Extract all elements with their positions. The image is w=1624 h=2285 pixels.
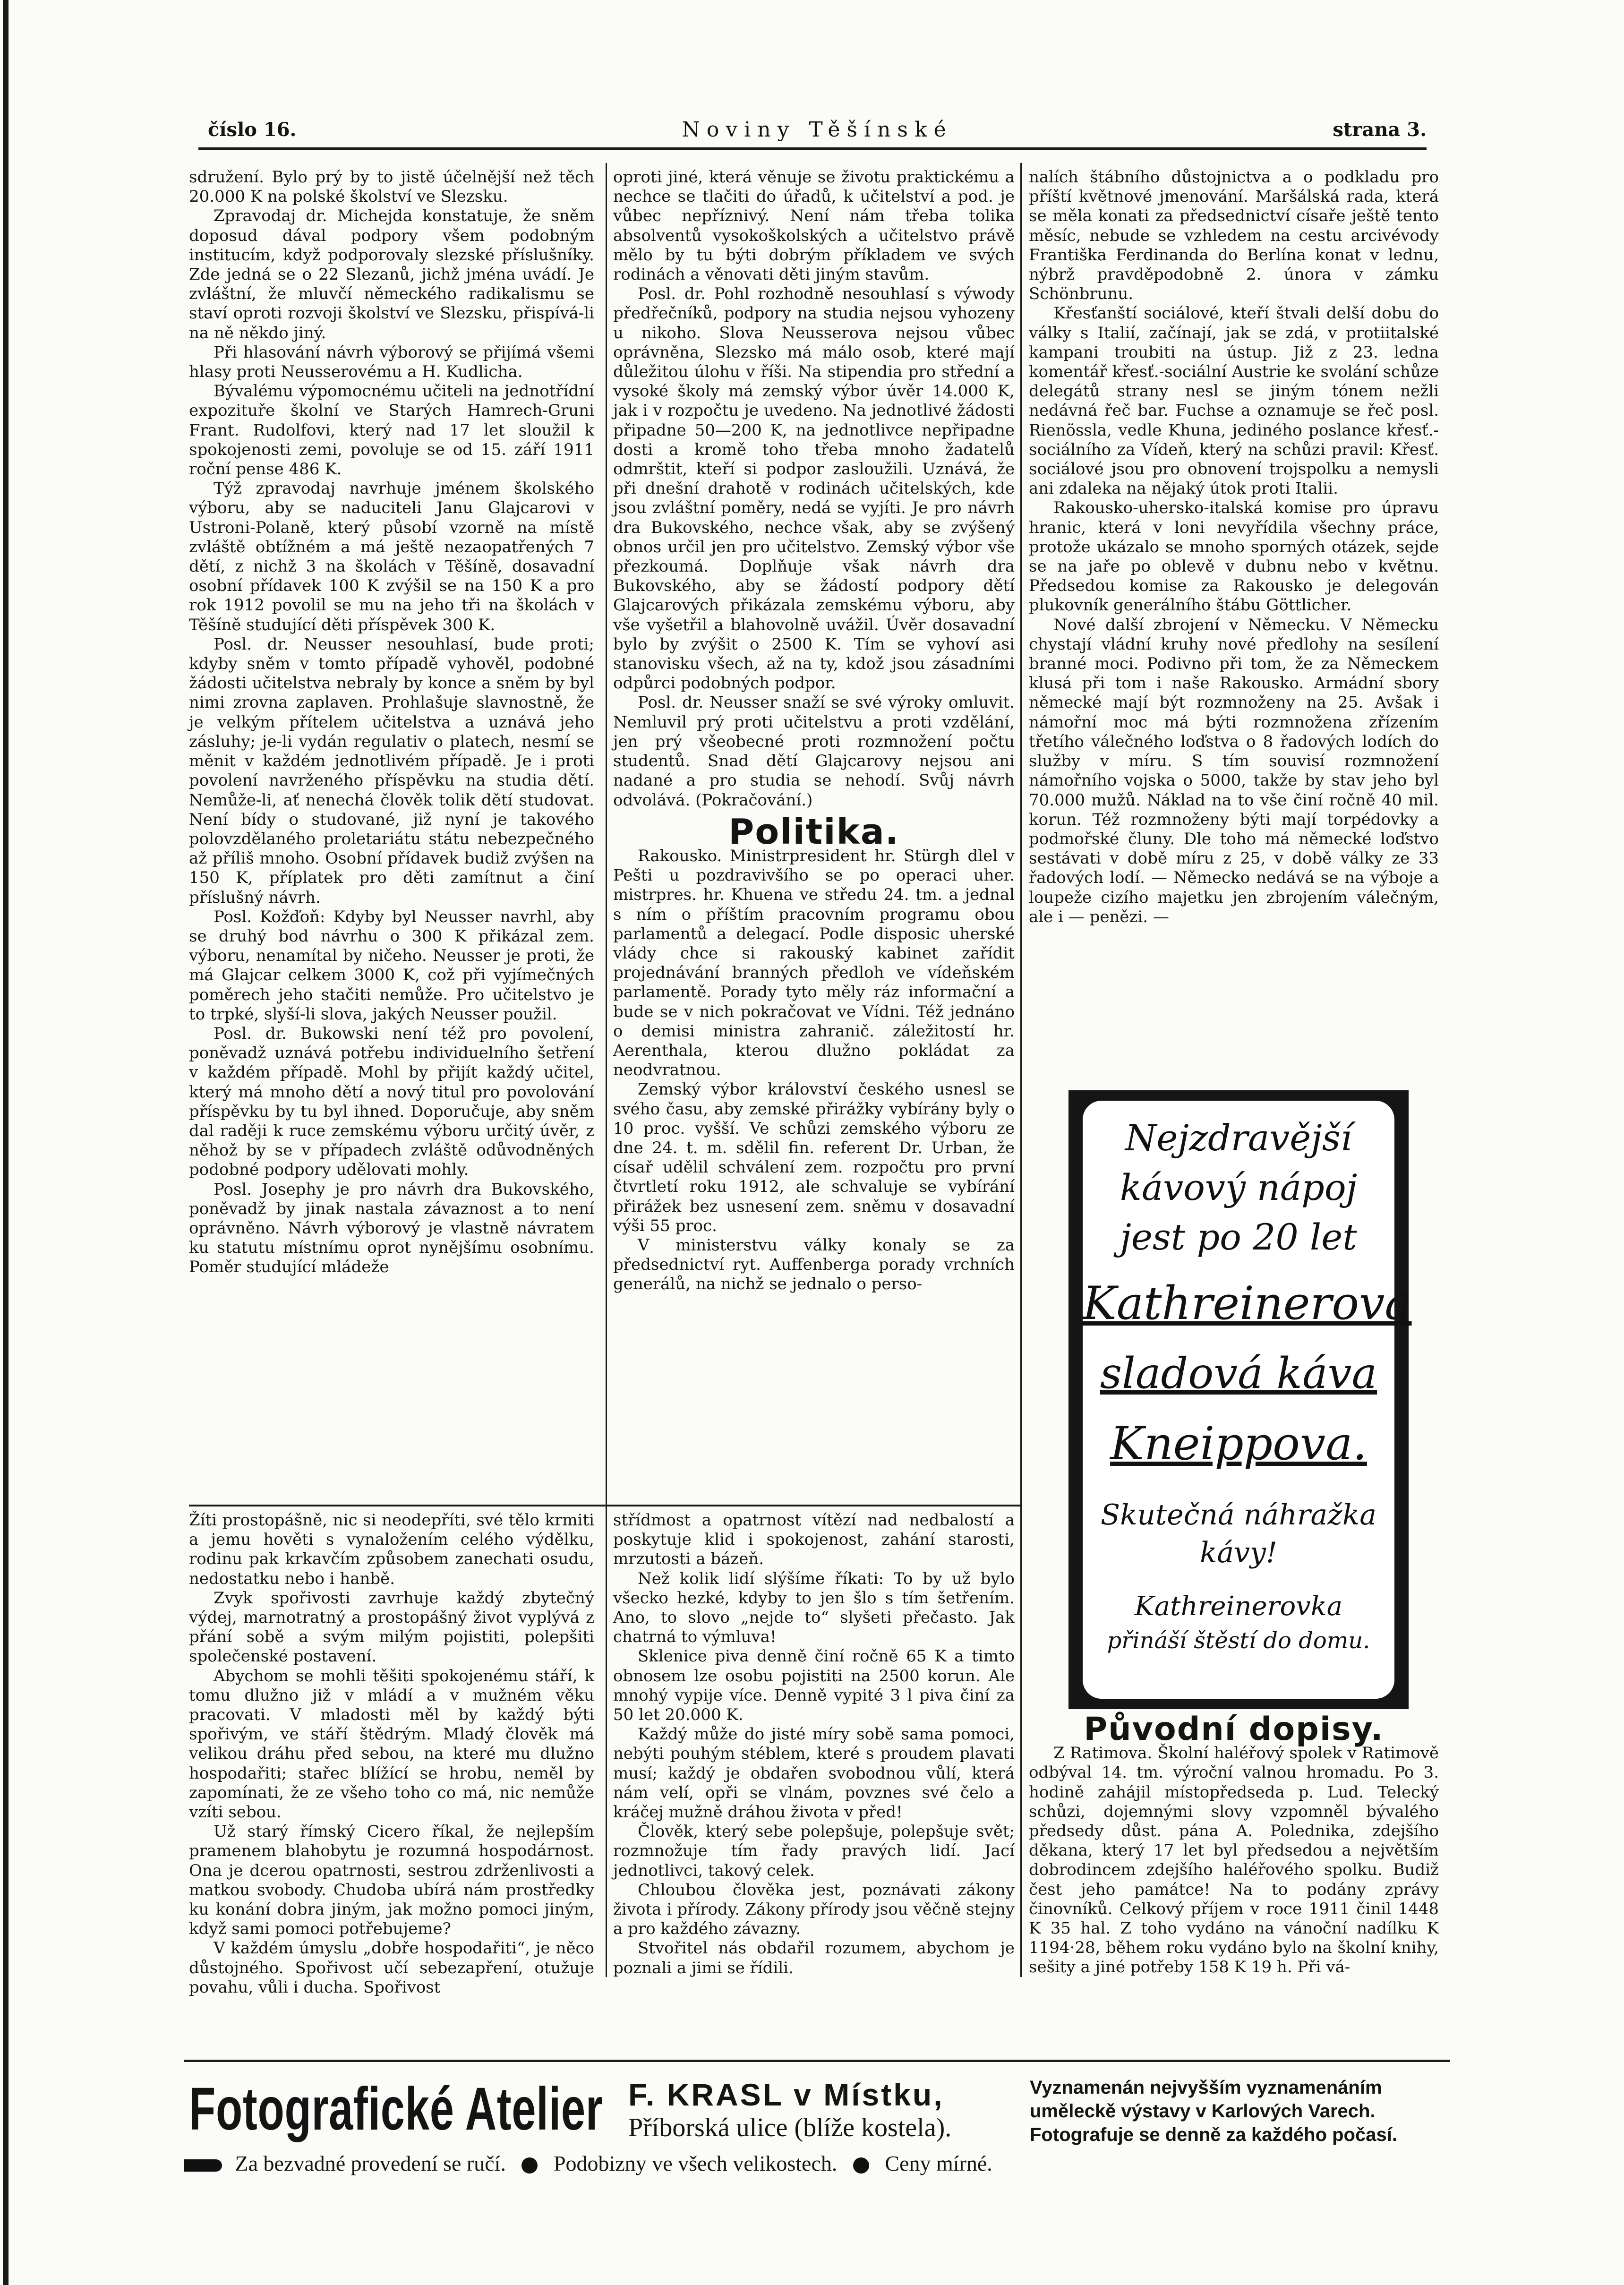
paragraph: Než kolik lidí slýšíme říkati: To by už bylo všecko hezké, kdyby to jen šlo s tím šetřením. Ano, to slovo „nejde to“ slyšeti přečasto. Jak chatrná to výmluva! [613,1569,1015,1647]
ad-footer-text: Za bezvadné provedení se ručí. [235,2151,506,2175]
page-header [208,116,1427,144]
bullet-icon [853,2157,869,2174]
paragraph: Posl. dr. Neusser snaží se své výroky omluvit. Nemluvil prý proti učitelstvu a proti vzdělání, jen prý všeobecné proti rozmnožení počtu studentů. Snad dětí Glajcarovy nejsou ani nadané a pro studia se nehodí. Svůj návrh odvolává. (Pokračování.) [613,693,1015,810]
ad-line: Kathreinerovka [1134,1591,1343,1622]
column-1-top [189,168,594,1277]
paragraph: V ministerstvu války konaly se za předsednictví ryt. Auffenberga porady vrchních generálů, na nichž se jednalo o perso- [613,1235,1015,1294]
paragraph: Každý může do jisté míry sobě sama pomoci, nebýti pouhým stéblem, které s proudem plavati musí; každý je obdařen svobodnou vůlí, která nám velí, opři se vlnám, povznes své čelo a kráčej mužně dráhou života v před! [613,1725,1015,1822]
pointing-hand-icon [184,2159,222,2172]
column-3-bottom [1029,1711,1439,1977]
ad-line: sladová káva [1100,1349,1377,1398]
column-2-top [613,168,1015,1294]
paragraph: Zvyk spořivosti zavrhuje každý zbytečný výdej, marnotratný a prostopášný život vyplývá z přání sobě a svým milým pojistiti, polepšiti společenské postavení. [189,1588,594,1666]
paragraph: Sklenice piva denně činí ročně 65 K a timto obnosem lze osobu pojistiti na 2500 korun. Ale mnohý vypije více. Denně vypité 3 l piva činí za 50 let 20.000 K. [613,1647,1015,1725]
section-heading-politika: Politika. [728,811,899,852]
paragraph: Týž zpravodaj navrhuje jménem školského výboru, aby se naduciteli Janu Glajcarovi v Ustroni-Polaně, který působí vzorně na místě zvláště obtížném a má ještě nezaopatřených 7 dětí, z nichž 3 na školách v Těšíně, dosavadní osobní přídavek 100 K zvýšil se na 150 K a pro rok 1912 povolil se mu na jeho tři na školách v Těšíně studující děti příspěvek 300 K. [189,479,594,634]
page-number: strana 3. [1333,119,1427,141]
ad-footer-text: Podobizny ve všech velikostech. [553,2151,838,2175]
paragraph: Posl. dr. Neusser nesouhlasí, bude proti; kdyby sněm v tomto případě vyhověl, podobné žádosti učitelstva nebraly by konce a sněm by byl nimi zrovna zaplaven. Prohlašuje slavnostně, že je velkým přítelem učitelstva a uznává jeho zásluhy; je-li vydán regulativ o platech, nesmí se měnit v každém jednotlivém případě. Je i proti povolení navrženého příspěvku na studia dětí. Nemůže-li, ať nenechá člověk tolik dětí studovat. Není bídy o studované, již nyní je takového polovzdělaného proletariátu státu nebezpečného až příliš mnoho. Osobní přídavek budiž zvýšen na 150 K, příplatek pro děti zamítnut a činí příslušný návrh. [189,634,594,907]
ad-award-line: Vyznamenán nejvyšším vyznamenáním [1030,2077,1382,2098]
paragraph: Zemský výbor království českého usnesl se svého času, aby zemské přirážky vybírány byly o 10 proc. vyšší. Ve schůzi zemského výboru ze dne 24. t. m. sdělil fin. referent Dr. Urban, že císař udělil schválení zem. rozpočtu pro první čtvrtletí roku 1912, ale schvaluje se vybírání přirážek bez usnesení zem. sněmu v dosavadní výši 55 proc. [613,1080,1015,1235]
ad-address: Příborská ulice (blíže kostela). [628,2113,952,2142]
paragraph: V každém úmyslu „dobře hospodařiti“, je něco důstojného. Spořivost učí sebezapření, otužuje povahu, vůli i ducha. Spořivost [189,1939,594,1997]
ad-line: Kneippova. [1110,1417,1367,1470]
paragraph: Křesťanští sociálové, kteří štvali delší dobu do války s Italií, začínají, jak se zdá, v protiitalské kampani troubiti na ústup. Již z 23. ledna komentář křesť.-sociální Austrie ke svolání schůze delegátů strany nesl se jiným tónem nežli nedávná řeč bar. Fuchse a oznamuje se řeč posl. Rienössla, vedle Khuna, jediného poslance křesť.-sociálního za Vídeň, který na schůzi pravil: Křesť. sociálové jsou pro obnovení trojspolku a nemysli ani zdaleka na nějaký útok proti Italii. [1029,304,1439,498]
column-1-bottom [189,1511,594,1997]
paragraph: Posl. dr. Bukowski není též pro povolení, poněvadž uznává potřebu individuelního šetření v každém případě. Mohl by přijít každý učitel, který má mnoho dětí a nový titul pro povolování příspěvku by tu byl ihned. Doporučuje, aby sněm dal raději k ruce zemskému výboru určitý úvěr, z něhož by se v případech zvláště odůvodněných podobné podpory udělovati mohly. [189,1024,594,1180]
ad-line: kávový nápoj [1120,1166,1358,1208]
paragraph: Bývalému výpomocnému učiteli na jednotřídní expozituře školní ve Starých Hamrech-Gruni Frant. Rudolfovi, který nad 17 let sloužil k spokojenosti zemi, povoluje se od 15. září 1911 roční pense 486 K. [189,382,594,479]
ad-panel [1083,1101,1412,1699]
paragraph: Stvořitel nás obdařil rozumem, abychom je poznali a jimi se řídili. [613,1939,1015,1977]
paragraph: Člověk, který sebe polepšuje, polepšuje svět; rozmnožuje tím řady pravých lidí. Jací jednotlivci, takový celek. [613,1822,1015,1880]
paragraph: sdružení. Bylo prý by to jistě účelnější než těch 20.000 K na polské školství ve Slezsku. [189,168,594,206]
paragraph: Rakousko. Ministrpresident hr. Stürgh dlel v Pešti u pozdravivšího se po operaci uher. mistrpres. hr. Khuena ve středu 24. tm. a jednal s ním o příštím pracovním programu obou parlamentů a delegací. Podle disposic uherské vlády chce si rakouský kabinet zařídit projednávání branných předloh ve vídeňském parlamentě. Porady tyto měly ráz informační a bude se v nich pokračovat ve Vídni. Též jednáno o demisi ministra zahranič. záležitostí hr. Aerenthala, kterou dlužno pokládat za neodvratnou. [613,846,1015,1080]
section-rule [189,1505,1020,1506]
paragraph: oproti jiné, která věnuje se životu praktickému a nechce se tlačiti do úřadů, k učitelství a pod. je vůbec nepříznivý. Není nám třeba tolika absolventů vysokoškolských a učitelstvo právě mělo by tu býti dobrým příkladem ve svých rodinách a věnovati děti jiným stavům. [613,168,1015,284]
paragraph: Nové další zbrojení v Německu. V Německu chystají vládní kruhy nové předlohy na sesílení branné moci. Podivno při tom, že za Německem klusá při tom i naše Rakousko. Armádní sbory německé mají být rozmnoženy na 25. Avšak i námořní moc má býti rozmnožena zřízením třetího válečného loďstva o 8 řadových lodích do služby v míru. S tím souvisí rozmnožení námořního vojska o 5000, takže by stav jeho byl 70.000 mužů. Náklad na to vše činí ročně 40 mil. korun. Též rozmnoženy býti mají torpédovky a podmořské čluny. Dle toho má německé loďstvo sestávati v době míru z 25, v době války ze 33 řadových lodí. — Německo nedává se na výboje a loupeže cizího majetku jen zbrojením válečným, ale i — penězi. — [1029,615,1439,926]
ad-footer-text: Ceny mírné. [885,2151,992,2175]
paragraph: Zpravodaj dr. Michejda konstatuje, že sněm doposud dával podpory všem podobným institucím, když podporovaly slezské příslušníky. Zde jedná se o 22 Slezanů, jichž jména uvádí. Je zvláštní, že mluvčí německého radikalismu se staví oproti rozvoji školství ve Slezsku, přispívá-li na ně někdo jiný. [189,206,594,342]
ad-award-line: Fotografuje se denně za každého počasí. [1030,2124,1397,2145]
kathreiner-advertisement [1068,1090,1412,1709]
paragraph: Posl. Kožďoň: Kdyby byl Neusser navrhl, aby se druhý bod návrhu o 300 K přikázal zem. výboru, nenamítal by ničeho. Neusser je proti, že má Glajcar celkem 3000 K, což při vyjímečných poměrech jeho stačiti nemůže. Pro učitelstvo je to trpké, slyší-li slova, jakých Neusser použil. [189,907,594,1024]
paragraph: střídmost a opatrnost vítězí nad nedbalostí a poskytuje klid i spokojenost, zahání starosti, mrzutosti a bázeň. [613,1511,1015,1569]
ad-footer [184,2149,1450,2178]
section-heading-puvodni-dopisy: Původní dopisy. [1084,1711,1384,1748]
paragraph: Chloubou člověka jest, poznávati zákony života i přírody. Zákony přírody jsou věčně stejny a pro každého závazny. [613,1880,1015,1939]
ad-firm: F. KRASL v Místku, [628,2077,944,2112]
paragraph: Žíti prostopášně, nic si neodepříti, své tělo krmiti a jemu hověti s vynaložením celého výdělku, rodinu pak krkavčím způsobem zanechati osudu, nedostatku nebo i hanbě. [189,1511,594,1588]
ad-rule-top [184,2060,1450,2062]
ad-line: kávy! [1199,1536,1278,1569]
fotograficke-atelier-advertisement [184,2074,1450,2272]
paragraph: Už starý římský Cicero říkal, že nejlepším pramenem blahobytu je rozumná hospodárnost. Ona je dcerou opatrnosti, sestrou zdrženlivosti a matkou svobody. Chudoba ubírá nám prostředky ku konání dobra jiným, jak možno pomoci jiným, když sami pomoci potřebujeme? [189,1822,594,1939]
header-rule [198,147,1427,150]
column-3-top [1029,168,1439,927]
ad-line: jest po 20 let [1120,1216,1357,1258]
paragraph: Z Ratimova. Školní haléřový spolek v Ratimově odbýval 14. tm. výroční valnou hromadu. Po 3. hodině zahájil místopředseda p. Lud. Telecký schůzi, dojemnými slovy vzpomněl bývalého předsedy důst. pána A. Polednika, zdejšího děkana, který 17 let byl předsedou a největším dobrodincem zdejšího haléřového spolku. Budiž čest jeho památce! Na to podány zprávy činovníků. Celkový příjem v roce 1911 činil 1448 K 35 hal. Z toho vydáno na vánoční nadílku K 1194·28, během roku vydáno bylo na školní knihy, sešity a jiné potřeby 158 K 19 h. Při vá- [1029,1744,1439,1977]
paragraph: Abychom se mohli těšiti spokojenému stáří, k tomu dlužno již v mládí a v mužném věku pracovati. V mladosti měl by každý býti spořivým, ve stáří štědrým. Mladý člověk má velikou dráhu před sebou, na které mu dlužno hospodařiti; stařec blížící se hrobu, neměl by zapomínati, že ze všeho toho co má, nic nemůže vzíti sebou. [189,1666,594,1822]
issue-number: číslo 16. [208,119,297,141]
paragraph: Posl. Josephy je pro návrh dra Bukovského, poněvadž by jinak nastala závaznost a to není oprávněno. Návrh výborový je vlastně návratem ku statutu místnímu oprot nynějšímu osobnímu. Poměr studující mládeže [189,1180,594,1277]
scan-edge [3,0,9,2285]
column-divider-2 [1020,163,1022,1977]
ad-award-line: uměleckě výstavy v Karlových Varech. [1030,2101,1376,2122]
ad-line: Skutečná náhražka [1100,1498,1377,1532]
column-2-bottom [613,1511,1015,1978]
bullet-icon [521,2157,538,2174]
ad-line: Nejzdravější [1125,1117,1352,1159]
ad-title: Fotografické Atelier [189,2075,603,2143]
paragraph: Při hlasování návrh výborový se přijímá všemi hlasy proti Neusserovému a H. Kudlicha. [189,342,594,382]
ad-line: přináší štěstí do domu. [1107,1627,1370,1654]
ad-line: Kathreinerova [1083,1277,1412,1330]
newspaper-title: Noviny Těšínské [682,118,953,142]
paragraph: nalích štábního důstojnictva a o podkladu pro příští květnové jmenování. Maršálská rada, která se měla konati za předsednictví císaře ještě tento měsíc, nebude se vzhledem na cestu arcivévody Františka Ferdinanda do Berlína konat v lednu, nýbrž pravděpodobně 2. února v zámku Schönbrunu. [1029,168,1439,304]
paragraph: Posl. dr. Pohl rozhodně nesouhlasí s výwody předřečníků, podpory na studia nejsou vyhozeny u nikoho. Slova Neusserova nejsou vůbec oprávněna, Slezsko má málo osob, které mají důležitou úlohu v říši. Na stipendia pro střední a vysoké školy má zemský výbor úvěr 14.000 K, jak i v rozpočtu je uvedeno. Na jednotlivé žádosti připadne 50—200 K, na jednotlivce nepřipadne dosti a kromě toho třeba mnoho žadatelů odmrštit, kteří si podpor zasloužili. Uznává, že při dnešní drahotě v rodinách učitelských, kde jsou zvláštní poměry, nedá se vyjíti. Je pro návrh dra Bukovského, nechce však, aby se zvýšený obnos určil jen pro učitelstvo. Zemský výbor vše přezkoumá. Doplňuje však návrh dra Bukovského, aby se žádostí podpory dětí Glajcarových přikázala zemskému výboru, aby vše vyšetřil a blahovolně uvážil. Úvěr dosavadní bylo by zvýšit o 2500 K. Tím se vyhoví asi stanovisku všech, až na ty, kdož jsou zásadními odpůrci podobných podpor. [613,284,1015,693]
column-divider-1 [606,163,607,1977]
paragraph: Rakousko-uhersko-italská komise pro úpravu hranic, která v loni nevyřídila všechny práce, protože ukázalo se mnoho sporných otázek, sejde se na jaře po oblevě v dubnu nebo v květnu. Předsedou komise za Rakousko je delegován plukovník generálního štábu Göttlicher. [1029,498,1439,615]
ad-awards [1030,2076,1445,2147]
